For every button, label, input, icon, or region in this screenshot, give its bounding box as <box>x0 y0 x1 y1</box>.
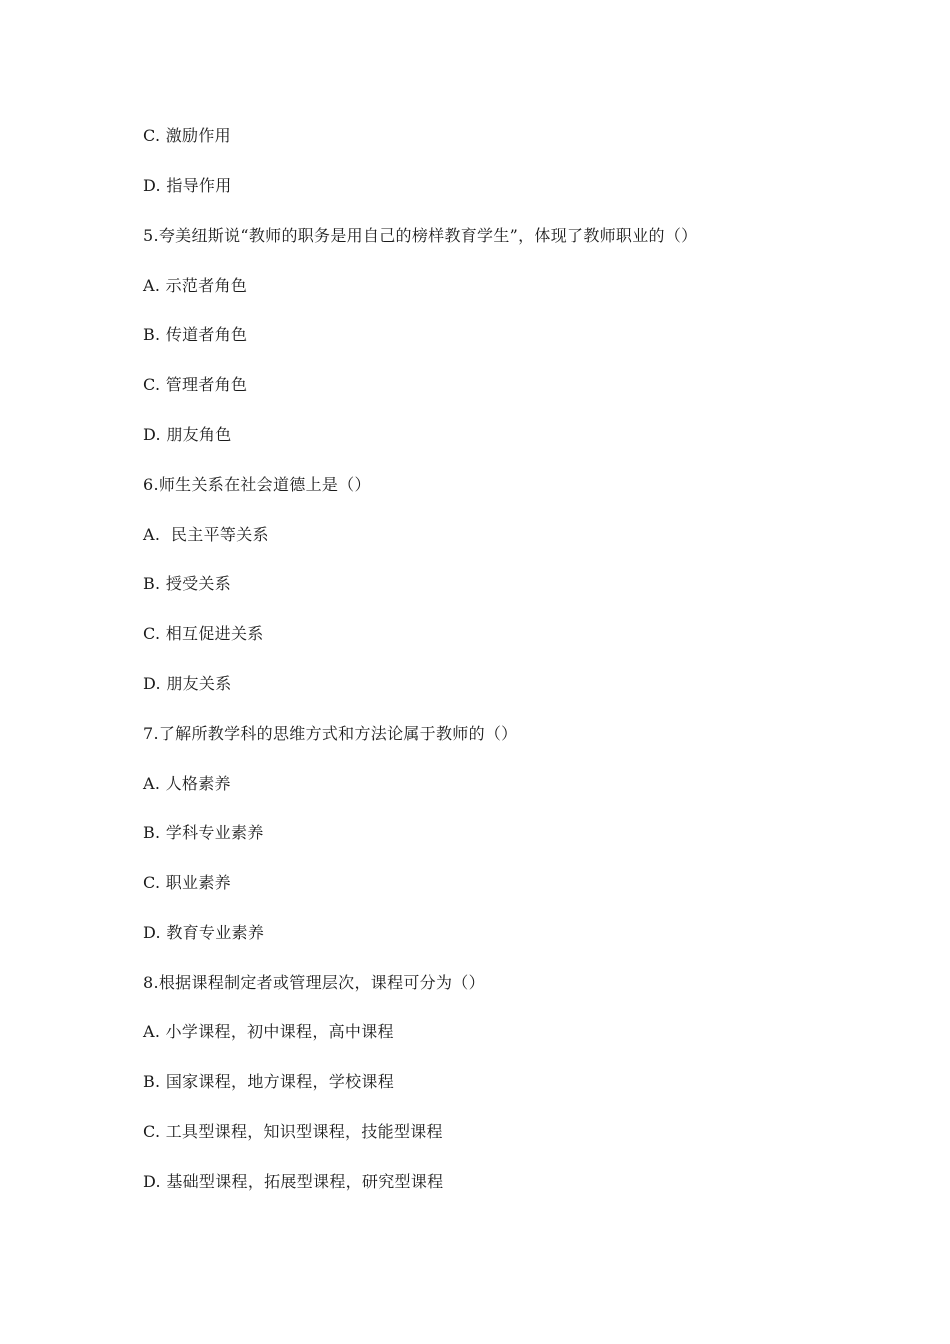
option-c-q6: C. 相互促进关系 <box>143 624 264 643</box>
option-b-q5: B. 传道者角色 <box>143 325 248 344</box>
option-a-q7: A. 人格素养 <box>143 774 231 793</box>
question-8: 8.根据课程制定者或管理层次，课程可分为（） <box>143 973 485 992</box>
option-b-q8: B. 国家课程，地方课程，学校课程 <box>143 1072 395 1091</box>
option-c-q7: C. 职业素养 <box>143 873 231 892</box>
option-a-q8: A. 小学课程，初中课程，高中课程 <box>143 1022 394 1041</box>
option-d-q4: D. 指导作用 <box>143 176 232 195</box>
option-d-q8: D. 基础型课程，拓展型课程，研究型课程 <box>143 1172 444 1191</box>
option-c-q8: C. 工具型课程，知识型课程，技能型课程 <box>143 1122 443 1141</box>
option-a-q5: A. 示范者角色 <box>143 276 248 295</box>
option-c-q5: C. 管理者角色 <box>143 375 248 394</box>
option-a-q6: A. 民主平等关系 <box>143 525 269 544</box>
option-b-q6: B. 授受关系 <box>143 574 232 593</box>
question-6: 6.师生关系在社会道德上是（） <box>143 475 371 494</box>
option-c-q4: C. 激励作用 <box>143 126 231 145</box>
question-7: 7.了解所教学科的思维方式和方法论属于教师的（） <box>143 724 518 743</box>
question-5: 5.夸美纽斯说“教师的职务是用自己的榜样教育学生”，体现了教师职业的（） <box>143 226 698 245</box>
option-d-q7: D. 教育专业素养 <box>143 923 265 942</box>
option-d-q6: D. 朋友关系 <box>143 674 232 693</box>
option-b-q7: B. 学科专业素养 <box>143 823 264 842</box>
option-d-q5: D. 朋友角色 <box>143 425 232 444</box>
